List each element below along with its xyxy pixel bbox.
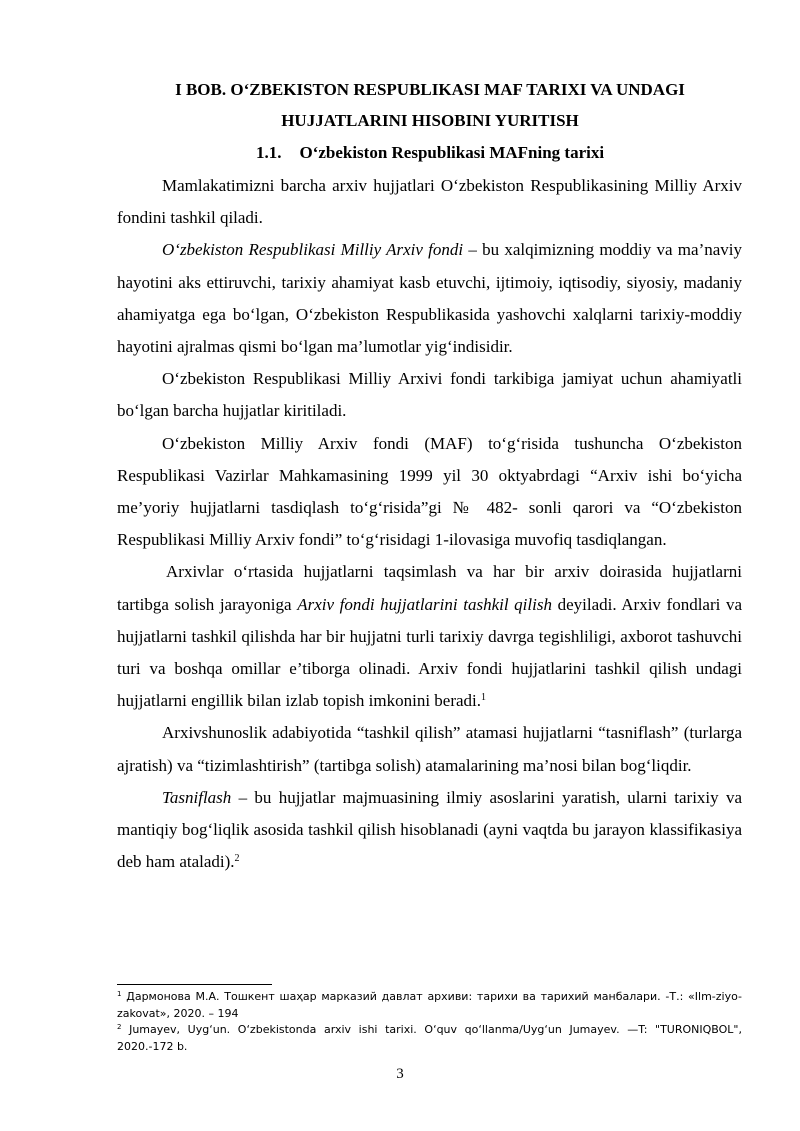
- paragraph: Tasniflash – bu hujjatlar majmuasining ilmiy asoslarini yaratish, ularni tarixiy va mantiqiy bog‘liqlik asosida tashkil qilish hisoblanadi (ayni vaqtda bu jarayon klassifikasiya deb ham ataladi).$^2$: [117, 787, 742, 872]
- chapter-title-line-1: I BOB. O‘ZBEKISTON RESPUBLIKASI MAF TARIXI VA UNDAGI: [175, 80, 685, 99]
- paragraph: O‘zbekiston Respublikasi Milliy Arxivi fondi tarkibiga jamiyat uchun ahamiyatli bo‘lgan barcha hujjatlar kiritiladi.: [117, 369, 742, 421]
- footnote: [117, 989, 742, 1022]
- defined-term: Tasniflash: [162, 787, 232, 807]
- footnote-reference[interactable]: 1: [481, 692, 487, 704]
- footnote-reference[interactable]: 2: [234, 853, 240, 865]
- footnote-text: Дармонова М.А. Тошкент шаҳар марказий давлат архиви: тарихи ва тарихий манбалари. -Т.: «Ilm-ziyo-zakovat», 2020. – 194: [117, 990, 742, 1020]
- footnote-marker: 1: [117, 990, 122, 998]
- footnote-separator: [117, 984, 272, 985]
- paragraph: Arxivlar o‘rtasida hujjatlarni taqsimlash va har bir arxiv doirasida hujjatlarni tartibga solish jarayoniga Arxiv fondi hujjatlarini tashkil qilish deyiladi. Arxiv fondlari va hujjatlarni tashkil qilishda har bir hujjatni turli tarixiy davrga tegishliligi, axborot tashuvchi turi va boshqa omillar e’tiborga olinadi. Arxiv fondi hujjatlarini tashkil qilish undagi hujjatlarni engillik bilan izlab topish imkonini beradi.$^1$: [117, 562, 743, 711]
- page-number: 3: [396, 1066, 404, 1082]
- footnote-text: Jumayev, Uyg‘un. O‘zbekistonda arxiv ishi tarixi. O‘quv qo‘llanma/Uyg‘un Jumayev. —T: "TURONIQBOL", 2020.-172 b.: [117, 1023, 742, 1053]
- footnote-marker: 2: [117, 1023, 122, 1031]
- paragraph: O‘zbekiston Milliy Arxiv fondi (MAF) to‘g‘risida tushuncha O‘zbekiston Respublikasi Vazirlar Mahkamasining 1999 yil 30 oktyabrdagi “Arxiv ishi bo‘yicha me’yoriy hujjatlarni tasdiqlash to‘g‘risida”gi № 482- sonli qarori va “O‘zbekiston Respublikasi Milliy Arxiv fondi” to‘g‘risidagi 1-ilovasiga muvofiq tasdiqlangan.: [117, 433, 742, 550]
- paragraph: Mamlakatimizni barcha arxiv hujjatlari O‘zbekiston Respublikasining Milliy Arxiv fondini tashkil qiladi.: [117, 176, 742, 228]
- defined-term: O‘zbekiston Respublikasi Milliy Arxiv fondi: [162, 240, 464, 260]
- chapter-title-line-2: HUJJATLARINI HISOBINI YURITISH: [281, 111, 579, 130]
- section-title: [100, 137, 760, 169]
- footnote: [117, 1022, 742, 1055]
- footnotes: [117, 989, 742, 1055]
- paragraph: O‘zbekiston Respublikasi Milliy Arxiv fondi – bu xalqimizning moddiy va ma’naviy hayotini aks ettiruvchi, tarixiy ahamiyat kasb etuvchi, ijtimoiy, iqtisodiy, siyosiy, madaniy ahamiyatga ega bo‘lgan, O‘zbekiston Respublikasida yashovchi xalqlarni tarixiy-moddiy hayotini ajralmas qismi bo‘lgan ma’lumotlar yig‘indisidir.: [117, 240, 742, 357]
- body-text: [117, 170, 742, 878]
- section-number: 1.1.: [255, 143, 282, 162]
- paragraph: Arxivshunoslik adabiyotida “tashkil qilish” atamasi hujjatlarni “tasniflash” (turlarga ajratish) va “tizimlashtirish” (tartibga solish) atamalarining ma’nosi bilan bog‘liqdir.: [117, 723, 742, 775]
- section-title-text: O‘zbekiston Respublikasi MAFning tarixi: [299, 143, 605, 162]
- defined-term: Arxiv fondi hujjatlarini tashkil qilish: [297, 594, 552, 614]
